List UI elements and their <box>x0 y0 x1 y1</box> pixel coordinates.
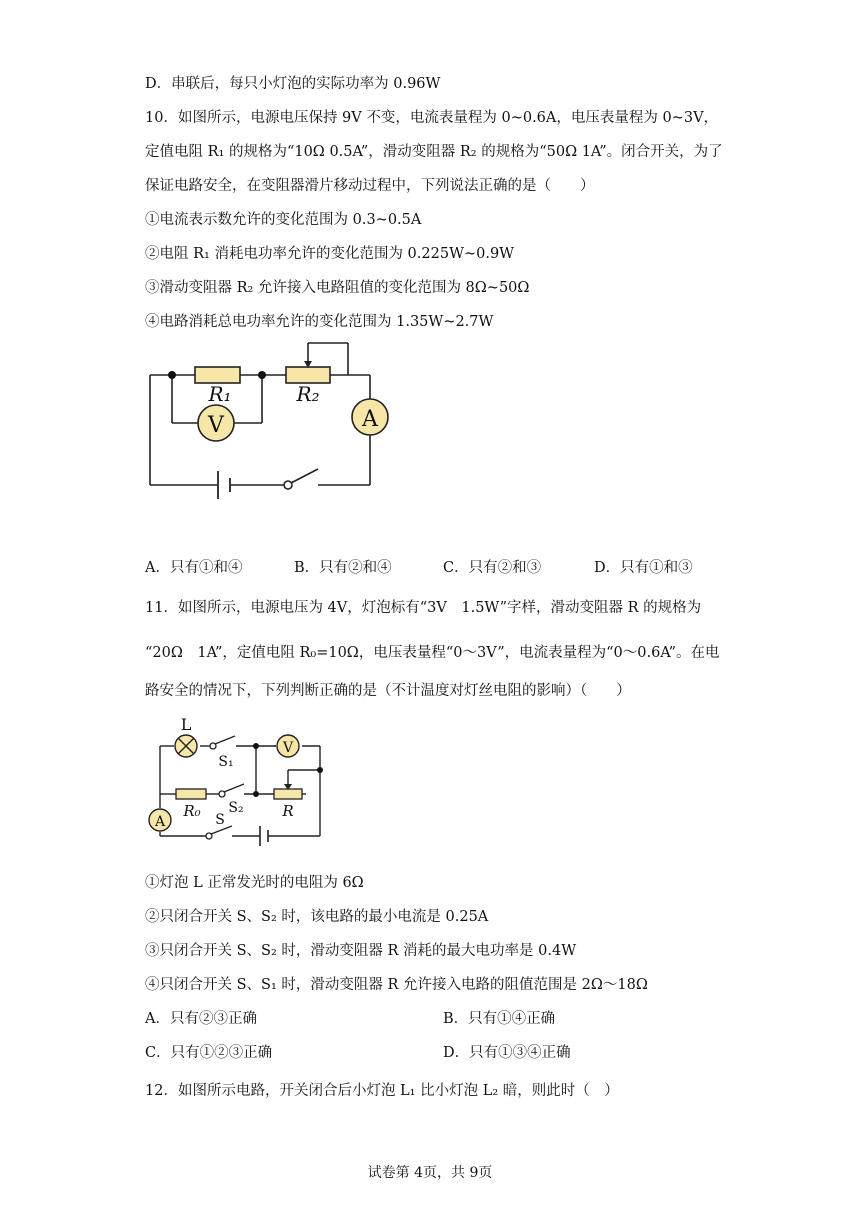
q11-statement-4: ④只闭合开关 S、S₁ 时，滑动变阻器 R 允许接入电路的阻值范围是 2Ω～18Ω <box>145 977 648 993</box>
q9-option-d: D．串联后，每只小灯泡的实际功率为 0.96W <box>145 76 441 92</box>
r-rheostat-icon <box>274 789 302 799</box>
ammeter-label: A <box>362 407 378 432</box>
s2-switch-icon <box>219 784 244 797</box>
r2-label: R₂ <box>296 382 320 406</box>
ammeter-label: A <box>154 814 166 830</box>
q10-statement-1: ①电流表示数允许的变化范围为 0.3~0.5A <box>145 212 422 228</box>
q11-stem-line-2: “20Ω 1A”，定值电阻 R₀=10Ω，电压表量程“0～3V”，电流表量程为“0～0.6A”。在电 <box>145 645 720 661</box>
voltmeter-label: V <box>208 413 224 438</box>
battery-icon <box>260 826 268 846</box>
page-footer: 试卷第 4页，共 9页 <box>367 1165 493 1181</box>
s1-label: S₁ <box>218 754 234 770</box>
q11-option-b: B．只有①④正确 <box>443 1011 556 1027</box>
q10-statement-4: ④电路消耗总电功率允许的变化范围为 1.35W~2.7W <box>145 314 494 330</box>
r1-resistor-icon <box>195 367 240 383</box>
q10-option-a: A．只有①和④ <box>145 560 243 576</box>
s1-switch-icon <box>210 736 235 749</box>
q11-stem-line-3: 路安全的情况下，下列判断正确的是（不计温度对灯丝电阻的影响）（ ） <box>145 683 631 699</box>
r2-rheostat-icon <box>286 367 330 383</box>
switch-icon <box>284 469 318 489</box>
r1-label: R₁ <box>208 382 232 406</box>
q11-statement-2: ②只闭合开关 S、S₂ 时，该电路的最小电流是 0.25A <box>145 909 489 925</box>
r0-label: R₀ <box>183 802 201 820</box>
q10-option-b: B．只有②和④ <box>294 560 392 576</box>
lamp-label: L <box>180 715 192 734</box>
q10-option-d: D．只有①和③ <box>594 560 693 576</box>
q10-stem-line-3: 保证电路安全，在变阻器滑片移动过程中，下列说法正确的是（ ） <box>145 178 595 194</box>
q11-option-d: D．只有①③④正确 <box>443 1045 571 1061</box>
voltmeter-label: V <box>282 740 294 756</box>
q12-stem: 12．如图所示电路，开关闭合后小灯泡 L₁ 比小灯泡 L₂ 暗，则此时（ ） <box>145 1083 619 1099</box>
q10-circuit-diagram <box>140 335 390 515</box>
battery-icon <box>218 471 230 499</box>
q10-stem-line-1: 10．如图所示，电源电压保持 9V 不变，电流表量程为 0~0.6A，电压表量程为 0~3V， <box>145 110 719 126</box>
s2-label: S₂ <box>228 800 244 816</box>
q10-statement-3: ③滑动变阻器 R₂ 允许接入电路阻值的变化范围为 8Ω~50Ω <box>145 280 530 296</box>
r-label: R <box>282 802 294 820</box>
q11-option-c: C．只有①②③正确 <box>145 1045 273 1061</box>
q11-option-a: A．只有②③正确 <box>145 1011 257 1027</box>
q10-option-c: C．只有②和③ <box>443 560 542 576</box>
q11-statement-3: ③只闭合开关 S、S₂ 时，滑动变阻器 R 消耗的最大电功率是 0.4W <box>145 943 577 959</box>
s-label: S <box>215 812 225 828</box>
q10-stem-line-2: 定值电阻 R₁ 的规格为“10Ω 0.5A”，滑动变阻器 R₂ 的规格为“50Ω 1A”。闭合开关，为了 <box>145 144 723 160</box>
q11-circuit-diagram <box>140 712 340 852</box>
r0-resistor-icon <box>176 789 206 799</box>
q10-statement-2: ②电阻 R₁ 消耗电功率允许的变化范围为 0.225W~0.9W <box>145 246 515 262</box>
q11-stem-line-1: 11．如图所示，电源电压为 4V，灯泡标有“3V 1.5W”字样，滑动变阻器 R 的规格为 <box>145 600 702 616</box>
q11-statement-1: ①灯泡 L 正常发光时的电阻为 6Ω <box>145 875 364 891</box>
lamp-icon <box>175 735 197 757</box>
